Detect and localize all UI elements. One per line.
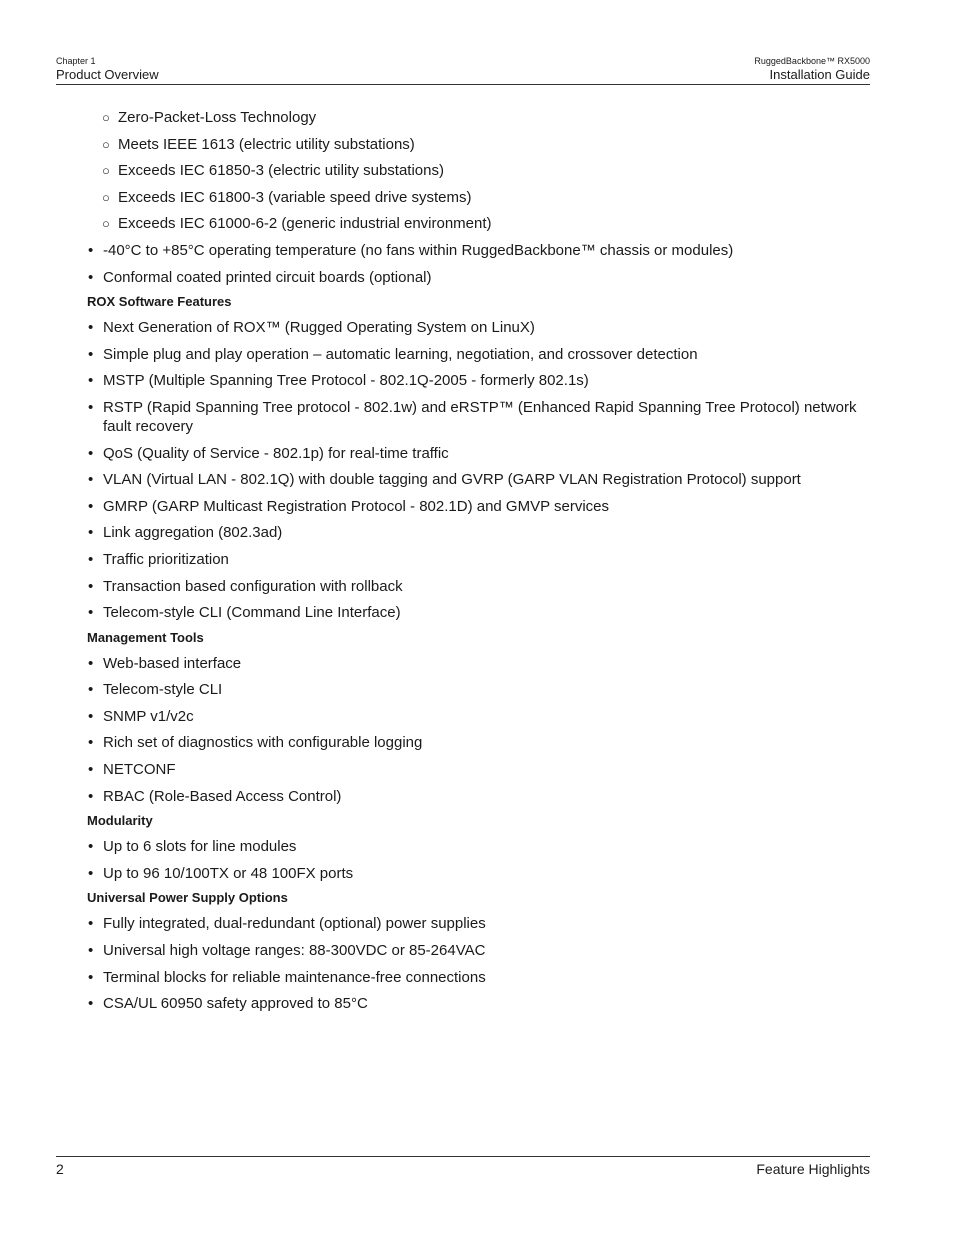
bullet-icon: • bbox=[88, 915, 94, 933]
list-item-text: Exceeds IEC 61800-3 (variable speed drive systems) bbox=[118, 188, 472, 206]
list-item-text: NETCONF bbox=[103, 761, 176, 779]
list-item-text: Next Generation of ROX™ (Rugged Operating System on LinuX) bbox=[103, 319, 535, 337]
list-item-text: VLAN (Virtual LAN - 802.1Q) with double tagging and GVRP (GARP VLAN Registration Protocol) support bbox=[103, 471, 801, 489]
bullet-icon: • bbox=[88, 471, 94, 489]
bullet-icon: • bbox=[88, 995, 94, 1013]
list-item bbox=[87, 523, 877, 542]
bullet-icon: • bbox=[88, 497, 94, 515]
list-item-text: CSA/UL 60950 safety approved to 85°C bbox=[103, 995, 368, 1013]
bullet-icon: • bbox=[88, 550, 94, 568]
bullet-icon: • bbox=[88, 268, 94, 286]
list-item bbox=[87, 371, 877, 390]
section-heading: ROX Software Features bbox=[87, 294, 232, 310]
sub-list-item bbox=[87, 135, 877, 154]
list-item-text: Rich set of diagnostics with configurable logging bbox=[103, 734, 423, 752]
list-item-text: Conformal coated printed circuit boards (optional) bbox=[103, 268, 432, 286]
bullet-icon: • bbox=[88, 319, 94, 337]
section-label: Product Overview bbox=[56, 67, 159, 82]
list-item bbox=[87, 968, 877, 987]
bullet-icon: • bbox=[88, 398, 94, 416]
section-heading: Universal Power Supply Options bbox=[87, 890, 288, 906]
list-item-text: Exceeds IEC 61850-3 (electric utility substations) bbox=[118, 162, 444, 180]
sub-list-item bbox=[87, 161, 877, 180]
bullet-icon: • bbox=[88, 345, 94, 363]
list-item-text: Web-based interface bbox=[103, 654, 242, 672]
list-item bbox=[87, 760, 877, 779]
section-heading: Modularity bbox=[87, 813, 153, 829]
circle-bullet-icon: ○ bbox=[102, 189, 110, 205]
list-item bbox=[87, 914, 877, 933]
sub-list-item bbox=[87, 214, 877, 233]
bullet-icon: • bbox=[88, 838, 94, 856]
bullet-icon: • bbox=[88, 761, 94, 779]
bullet-icon: • bbox=[88, 241, 94, 259]
list-item bbox=[87, 550, 877, 569]
list-item bbox=[87, 864, 877, 883]
chapter-label: Chapter 1 bbox=[56, 56, 96, 66]
page-footer bbox=[56, 1156, 870, 1181]
bullet-icon: • bbox=[88, 942, 94, 960]
bullet-icon: • bbox=[88, 707, 94, 725]
list-item-text: RBAC (Role-Based Access Control) bbox=[103, 787, 342, 805]
list-item-text: Meets IEEE 1613 (electric utility substations) bbox=[118, 135, 415, 153]
list-item-text: Link aggregation (802.3ad) bbox=[103, 524, 283, 542]
list-item-text: MSTP (Multiple Spanning Tree Protocol - 802.1Q-2005 - formerly 802.1s) bbox=[103, 372, 589, 390]
list-item bbox=[87, 837, 877, 856]
list-item bbox=[87, 497, 877, 516]
circle-bullet-icon: ○ bbox=[102, 216, 110, 232]
sub-list-item bbox=[87, 108, 877, 127]
list-item bbox=[87, 345, 877, 364]
product-label: RuggedBackbone™ RX5000 bbox=[754, 56, 870, 66]
list-item-text: Fully integrated, dual-redundant (optional) power supplies bbox=[103, 915, 486, 933]
list-item bbox=[87, 268, 877, 287]
list-item-text: Traffic prioritization bbox=[103, 550, 229, 568]
circle-bullet-icon: ○ bbox=[102, 136, 110, 152]
list-item bbox=[87, 733, 877, 752]
list-item bbox=[87, 787, 877, 806]
circle-bullet-icon: ○ bbox=[102, 110, 110, 125]
section-heading: Management Tools bbox=[87, 629, 204, 645]
list-item bbox=[87, 318, 877, 337]
list-item-text: Transaction based configuration with rollback bbox=[103, 577, 403, 595]
list-item bbox=[87, 994, 877, 1013]
list-item bbox=[87, 444, 877, 463]
list-item-text: QoS (Quality of Service - 802.1p) for real-time traffic bbox=[103, 444, 449, 462]
footer-section-title: Feature Highlights bbox=[756, 1161, 870, 1177]
list-item bbox=[87, 398, 877, 436]
list-item-text: Zero-Packet-Loss Technology bbox=[118, 109, 317, 126]
bullet-icon: • bbox=[88, 604, 94, 622]
bullet-icon: • bbox=[88, 372, 94, 390]
list-item bbox=[87, 470, 877, 489]
list-item bbox=[87, 654, 877, 673]
header-right bbox=[754, 56, 870, 83]
bullet-icon: • bbox=[88, 654, 94, 672]
bullet-icon: • bbox=[88, 734, 94, 752]
list-item-text: Telecom-style CLI (Command Line Interface) bbox=[103, 604, 401, 622]
list-item bbox=[87, 707, 877, 726]
header-left bbox=[56, 56, 159, 83]
list-item-text: Up to 6 slots for line modules bbox=[103, 838, 297, 856]
list-item-text: Up to 96 10/100TX or 48 100FX ports bbox=[103, 864, 354, 882]
feature-list bbox=[87, 108, 877, 1021]
bullet-icon: • bbox=[88, 968, 94, 986]
list-item-text: RSTP (Rapid Spanning Tree protocol - 802.1w) and eRSTP™ (Enhanced Rapid Spanning Tree Protocol) network fault recovery bbox=[103, 398, 857, 435]
list-item bbox=[87, 577, 877, 596]
bullet-icon: • bbox=[88, 444, 94, 462]
list-item-text: SNMP v1/v2c bbox=[103, 707, 194, 725]
list-item-text: Terminal blocks for reliable maintenance-free connections bbox=[103, 968, 486, 986]
page-header bbox=[56, 56, 870, 85]
bullet-icon: • bbox=[88, 577, 94, 595]
list-item-text: Simple plug and play operation – automatic learning, negotiation, and crossover detection bbox=[103, 345, 698, 363]
sub-list-item bbox=[87, 188, 877, 207]
bullet-icon: • bbox=[88, 681, 94, 699]
page-number: 2 bbox=[56, 1161, 64, 1177]
bullet-icon: • bbox=[88, 787, 94, 805]
list-item-text: -40°C to +85°C operating temperature (no fans within RuggedBackbone™ chassis or modules) bbox=[103, 241, 734, 259]
list-item bbox=[87, 603, 877, 622]
list-item bbox=[87, 241, 877, 260]
list-item-text: Telecom-style CLI bbox=[103, 681, 223, 699]
list-item bbox=[87, 941, 877, 960]
bullet-icon: • bbox=[88, 524, 94, 542]
guide-label: Installation Guide bbox=[769, 67, 870, 82]
bullet-icon: • bbox=[88, 864, 94, 882]
list-item-text: GMRP (GARP Multicast Registration Protocol - 802.1D) and GMVP services bbox=[103, 497, 610, 515]
list-item-text: Exceeds IEC 61000-6-2 (generic industrial environment) bbox=[118, 215, 492, 233]
circle-bullet-icon: ○ bbox=[102, 163, 110, 179]
list-item bbox=[87, 680, 877, 699]
list-item-text: Universal high voltage ranges: 88-300VDC or 85-264VAC bbox=[103, 942, 486, 960]
